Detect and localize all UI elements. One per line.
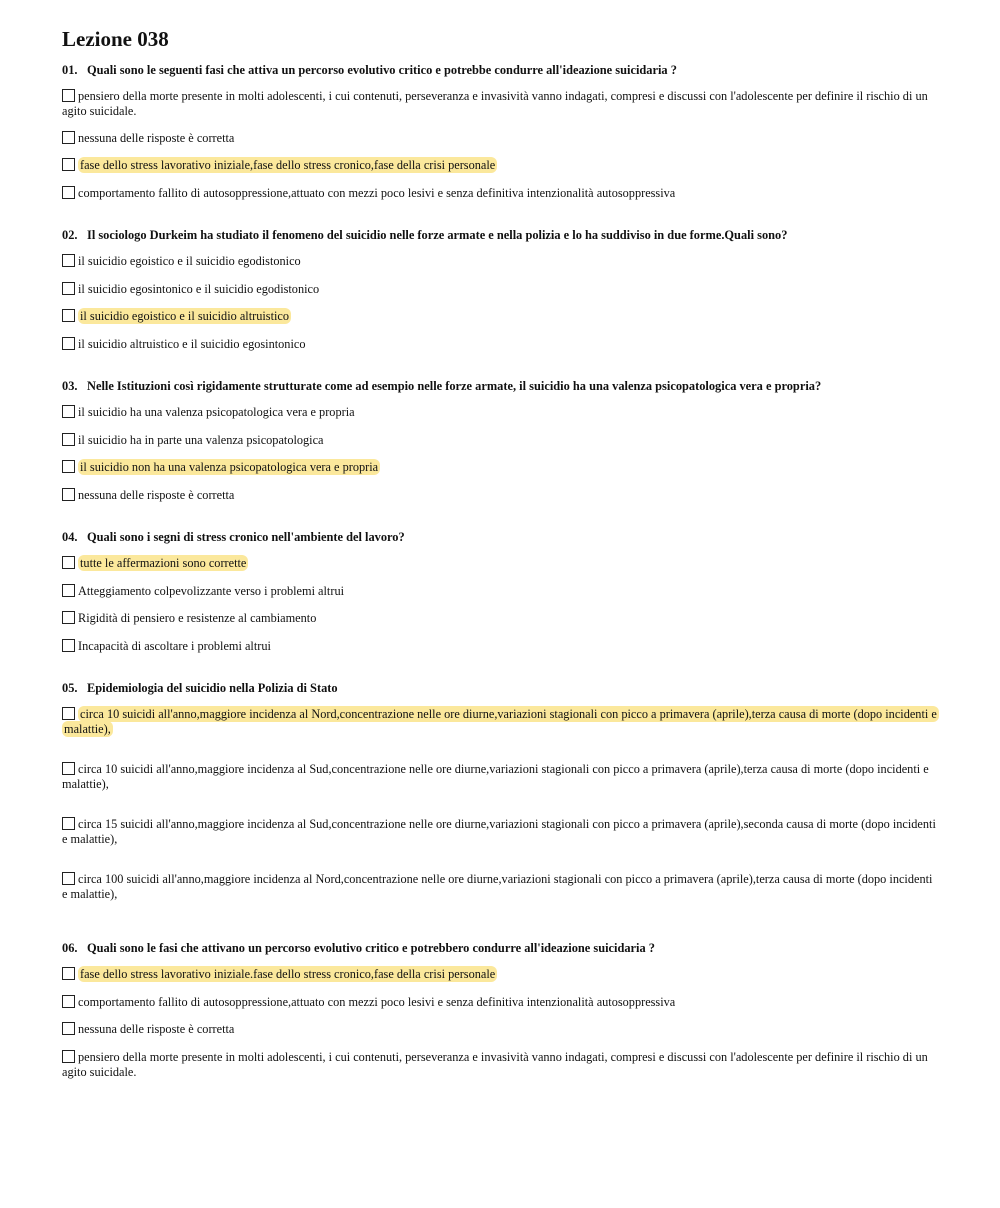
answer-option-correct[interactable] [62,309,938,324]
answer-option[interactable] [62,433,938,448]
checkbox[interactable] [62,967,75,980]
checkbox[interactable] [62,337,75,350]
question-number: 05. [62,681,78,695]
option-text: Rigidità di pensiero e resistenze al cambiamento [78,611,317,625]
question-number: 06. [62,941,78,955]
option-text-highlighted: circa 10 suicidi all'anno,maggiore incidenza al Nord,concentrazione nelle ore diurne,variazioni stagionali con picco a primavera (aprile),terza causa di morte (dopo incidenti e malattie), [64,707,937,736]
checkbox[interactable] [62,433,75,446]
checkbox[interactable] [62,556,75,569]
answer-option[interactable] [62,762,938,792]
checkbox[interactable] [62,584,75,597]
option-text-highlighted: tutte le affermazioni sono corrette [80,556,247,570]
question-text: Il sociologo Durkeim ha studiato il fenomeno del suicidio nelle forze armate e nella polizia e lo ha suddiviso in due forme.Quali sono? [87,228,788,242]
option-text: nessuna delle risposte è corretta [78,1022,235,1036]
checkbox[interactable] [62,488,75,501]
answer-option[interactable] [62,872,938,902]
answer-option-correct[interactable] [62,158,938,173]
answer-option[interactable] [62,282,938,297]
checkbox[interactable] [62,405,75,418]
option-text: il suicidio egoistico e il suicidio egodistonico [78,254,301,268]
checkbox[interactable] [62,158,75,171]
answer-option[interactable] [62,131,938,146]
option-text: comportamento fallito di autosoppressione,attuato con mezzi poco lesivi e senza definitiva intenzionalità autosoppressiva [78,186,676,200]
question-text: Quali sono le seguenti fasi che attiva un percorso evolutivo critico e potrebbe condurre all'ideazione suicidaria ? [87,63,677,77]
checkbox[interactable] [62,254,75,267]
answer-option-correct[interactable] [62,967,938,982]
option-text: Atteggiamento colpevolizzante verso i problemi altrui [78,584,345,598]
checkbox[interactable] [62,186,75,199]
checkbox[interactable] [62,611,75,624]
answer-option[interactable] [62,254,938,269]
option-text: il suicidio egosintonico e il suicidio egodistonico [78,282,320,296]
checkbox[interactable] [62,707,75,720]
option-text-highlighted: fase dello stress lavorativo iniziale.fase dello stress cronico,fase della crisi personale [80,967,496,981]
checkbox[interactable] [62,639,75,652]
checkbox[interactable] [62,995,75,1008]
option-text: nessuna delle risposte è corretta [78,131,235,145]
answer-option-correct[interactable] [62,460,938,475]
question-03 [62,378,938,394]
option-text: pensiero della morte presente in molti adolescenti, i cui contenuti, perseveranza e invasività vanno indagati, compresi e discussi con l'adolescente per definire il rischio di un agito suicidale. [62,1050,928,1079]
checkbox[interactable] [62,1050,75,1063]
question-number: 01. [62,63,78,77]
option-text: Incapacità di ascoltare i problemi altrui [78,639,271,653]
answer-option[interactable] [62,995,938,1010]
option-text: il suicidio ha in parte una valenza psicopatologica [78,433,324,447]
question-number: 02. [62,228,78,242]
option-text-highlighted: fase dello stress lavorativo iniziale,fase dello stress cronico,fase della crisi personale [80,158,496,172]
question-06 [62,940,938,956]
answer-option[interactable] [62,639,938,654]
answer-option[interactable] [62,488,938,503]
question-01 [62,62,938,78]
checkbox[interactable] [62,817,75,830]
checkbox[interactable] [62,89,75,102]
option-text: circa 15 suicidi all'anno,maggiore incidenza al Sud,concentrazione nelle ore diurne,variazioni stagionali con picco a primavera (aprile),seconda causa di morte (dopo incidenti e malattie), [62,817,936,846]
option-text: comportamento fallito di autosoppressione,attuato con mezzi poco lesivi e senza definitiva intenzionalità autosoppressiva [78,995,676,1009]
page-title: Lezione 038 [62,27,169,51]
question-05 [62,680,938,696]
question-number: 03. [62,379,78,393]
checkbox[interactable] [62,460,75,473]
document-page [62,26,938,52]
option-text: pensiero della morte presente in molti adolescenti, i cui contenuti, perseveranza e invasività vanno indagati, compresi e discussi con l'adolescente per definire il rischio di un agito suicidale. [62,89,928,118]
answer-option-correct[interactable] [62,707,938,737]
answer-option[interactable] [62,817,938,847]
question-text: Nelle Istituzioni così rigidamente strutturate come ad esempio nelle forze armate, il suicidio ha una valenza psicopatologica vera e propria? [87,379,822,393]
option-text-highlighted: il suicidio non ha una valenza psicopatologica vera e propria [80,460,379,474]
answer-option[interactable] [62,611,938,626]
answer-option[interactable] [62,584,938,599]
answer-option[interactable] [62,1022,938,1037]
option-text: circa 100 suicidi all'anno,maggiore incidenza al Nord,concentrazione nelle ore diurne,variazioni stagionali con picco a primavera (aprile),terza causa di morte (dopo incidenti e malattie), [62,872,933,901]
answer-option[interactable] [62,405,938,420]
question-number: 04. [62,530,78,544]
option-text: il suicidio ha una valenza psicopatologica vera e propria [78,405,355,419]
question-04 [62,529,938,545]
answer-option[interactable] [62,186,938,201]
option-text: circa 10 suicidi all'anno,maggiore incidenza al Sud,concentrazione nelle ore diurne,variazioni stagionali con picco a primavera (aprile),terza causa di morte (dopo incidenti e malattie), [62,762,929,791]
answer-option[interactable] [62,89,938,119]
option-text: nessuna delle risposte è corretta [78,488,235,502]
checkbox[interactable] [62,1022,75,1035]
answer-option[interactable] [62,337,938,352]
checkbox[interactable] [62,762,75,775]
checkbox[interactable] [62,282,75,295]
option-text-highlighted: il suicidio egoistico e il suicidio altruistico [80,309,290,323]
question-text: Quali sono i segni di stress cronico nell'ambiente del lavoro? [87,530,405,544]
answer-option-correct[interactable] [62,556,938,571]
question-text: Epidemiologia del suicidio nella Polizia di Stato [87,681,338,695]
checkbox[interactable] [62,872,75,885]
option-text: il suicidio altruistico e il suicidio egosintonico [78,337,306,351]
question-02 [62,227,938,243]
checkbox[interactable] [62,309,75,322]
checkbox[interactable] [62,131,75,144]
question-text: Quali sono le fasi che attivano un percorso evolutivo critico e potrebbero condurre all'ideazione suicidaria ? [87,941,655,955]
answer-option[interactable] [62,1050,938,1080]
